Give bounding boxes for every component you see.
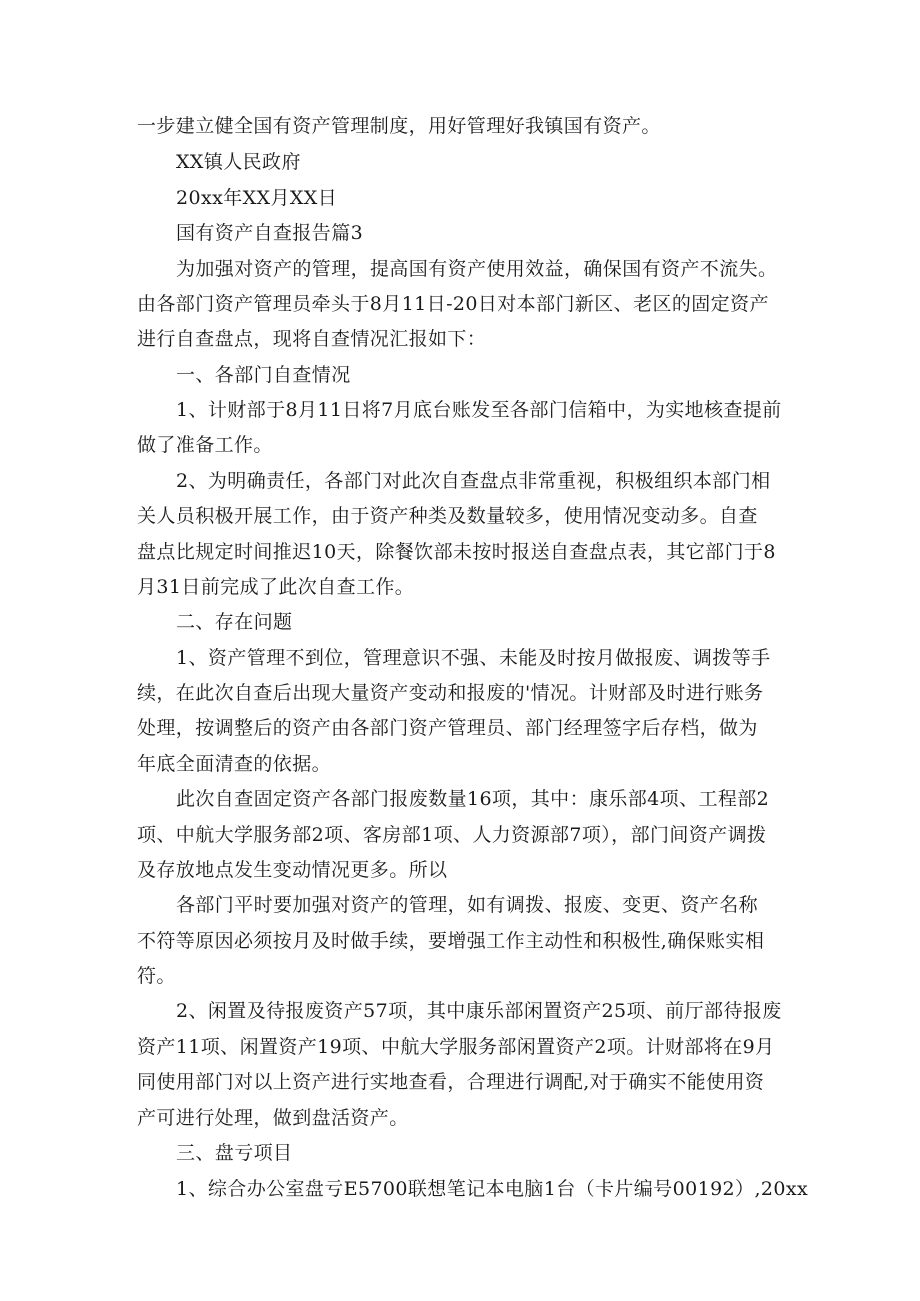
paragraph-line: 各部门平时要加强对资产的管理，如有调拨、报废、变更、资产名称 (176, 894, 759, 916)
paragraph-line: 盘点比规定时间推迟10天，除餐饮部未按时报送自查盘点表，其它部门于8 (137, 541, 776, 563)
paragraph-line: 2、为明确责任，各部门对此次自查盘点非常重视，积极组织本部门相 (176, 470, 771, 492)
paragraph-line: 2、闲置及待报废资产57项，其中康乐部闲置资产25项、前厅部待报废 (176, 1000, 782, 1022)
paragraph-line: 年底全面清查的依据。 (137, 753, 332, 775)
paragraph-line: 及存放地点发生变动情况更多。所以 (137, 859, 448, 881)
paragraph-line: 1、综合办公室盘亏E5700联想笔记本电脑1台（卡片编号00192）,20xx (176, 1178, 809, 1200)
paragraph-line: 项、中航大学服务部2项、客房部1项、人力资源部7项），部门间资产调拨 (137, 824, 767, 846)
paragraph-line: 由各部门资产管理员牵头于8月11日-20日对本部门新区、老区的固定资产 (137, 293, 769, 315)
heading-3: 三、盘亏项目 (176, 1142, 293, 1164)
paragraph-line: 资产11项、闲置资产19项、中航大学服务部闲置资产2项。计财部将在9月 (137, 1036, 775, 1058)
paragraph-line: 月31日前完成了此次自查工作。 (137, 576, 415, 598)
heading-2: 二、存在问题 (176, 611, 293, 633)
paragraph-line: 1、资产管理不到位，管理意识不强、未能及时按月做报废、调拨等手 (176, 647, 771, 669)
paragraph-line: 符。 (137, 965, 176, 987)
paragraph-line: 处理，按调整后的资产由各部门资产管理员、部门经理签字后存档，做为 (137, 717, 758, 739)
section-title: 国有资产自查报告篇3 (176, 222, 364, 244)
paragraph-line: 产可进行处理，做到盘活资产。 (137, 1107, 409, 1129)
paragraph-line: 做了准备工作。 (137, 434, 273, 456)
paragraph-line: 进行自查盘点，现将自查情况汇报如下： (137, 328, 487, 350)
paragraph-line: 此次自查固定资产各部门报废数量16项，其中：康乐部4项、工程部2 (176, 788, 770, 810)
paragraph-line: 为加强对资产的管理，提高国有资产使用效益，确保国有资产不流失。 (176, 258, 778, 280)
paragraph-line: 关人员积极开展工作，由于资产种类及数量较多，使用情况变动多。自查 (137, 505, 758, 527)
paragraph-line: 续，在此次自查后出现大量资产变动和报废的'情况。计财部及时进行账务 (137, 682, 764, 704)
signature-date: 20xx年XX月XX日 (176, 187, 338, 209)
paragraph-line: 一步建立健全国有资产管理制度，用好管理好我镇国有资产。 (137, 115, 661, 137)
paragraph-line: 不符等原因必须按月及时做手续，要增强工作主动性和积极性,确保账实相 (137, 930, 765, 952)
heading-1: 一、各部门自查情况 (176, 364, 351, 386)
signature-org: XX镇人民政府 (176, 151, 301, 173)
paragraph-line: 同使用部门对以上资产进行实地查看，合理进行调配,对于确实不能使用资 (137, 1071, 765, 1093)
paragraph-line: 1、计财部于8月11日将7月底台账发至各部门信箱中，为实地核查提前 (176, 399, 782, 421)
